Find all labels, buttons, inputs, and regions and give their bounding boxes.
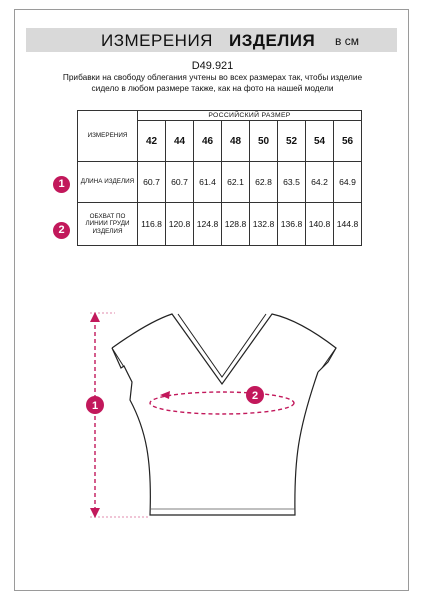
size-cell: 56 — [334, 121, 362, 162]
size-cell: 54 — [306, 121, 334, 162]
value-cell: 144.8 — [334, 203, 362, 246]
header-title-bold: ИЗДЕЛИЯ — [229, 31, 316, 50]
garment-body — [112, 348, 318, 515]
value-cell: 128.8 — [222, 203, 250, 246]
length-arrow-top — [90, 312, 100, 322]
length-arrow-bottom — [90, 508, 100, 518]
row-label-chest: ОБХВАТ ПО ЛИНИИ ГРУДИ ИЗДЕЛИЯ — [78, 203, 138, 246]
header-units: в см — [335, 34, 359, 48]
chest-row-badge: 2 — [53, 222, 70, 239]
value-cell: 64.2 — [306, 162, 334, 203]
length-row-badge: 1 — [53, 176, 70, 193]
value-cell: 62.1 — [222, 162, 250, 203]
chest-arrow-head — [160, 391, 170, 399]
chest-diagram-badge-label: 2 — [251, 390, 259, 402]
left-sleeve-hem — [112, 348, 124, 367]
value-cell: 64.9 — [334, 162, 362, 203]
value-cell: 132.8 — [250, 203, 278, 246]
value-cell: 136.8 — [278, 203, 306, 246]
fit-description: Прибавки на свободу облегания учтены во всех размерах так, чтобы изделие сидело в любом размере также, как на фото на нашей модели — [62, 72, 363, 93]
size-cell: 52 — [278, 121, 306, 162]
value-cell: 140.8 — [306, 203, 334, 246]
size-header: РОССИЙСКИЙ РАЗМЕР — [138, 111, 362, 121]
article-code: D49.921 — [191, 60, 234, 72]
length-diagram-badge-label: 1 — [91, 400, 99, 412]
header-title-regular: ИЗМЕРЕНИЯ — [101, 31, 213, 50]
value-cell: 116.8 — [138, 203, 166, 246]
size-cell: 44 — [166, 121, 194, 162]
size-cell: 46 — [194, 121, 222, 162]
measure-header: ИЗМЕРЕНИЯ — [78, 111, 138, 162]
value-cell: 60.7 — [138, 162, 166, 203]
size-cell: 50 — [250, 121, 278, 162]
value-cell: 63.5 — [278, 162, 306, 203]
right-sleeve-hem — [322, 348, 336, 368]
chest-ellipse — [150, 392, 294, 414]
size-cell: 48 — [222, 121, 250, 162]
neckline-trim — [178, 314, 266, 377]
value-cell: 60.7 — [166, 162, 194, 203]
value-cell: 120.8 — [166, 203, 194, 246]
value-cell: 124.8 — [194, 203, 222, 246]
value-cell: 62.8 — [250, 162, 278, 203]
size-cell: 42 — [138, 121, 166, 162]
value-cell: 61.4 — [194, 162, 222, 203]
row-label-length: ДЛИНА ИЗДЕЛИЯ — [78, 162, 138, 203]
